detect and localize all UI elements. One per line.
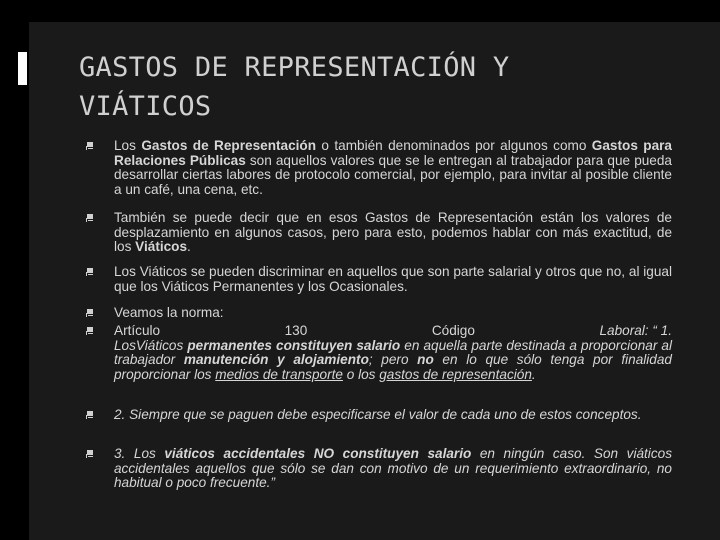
text: o también denominados por algunos como [316, 138, 592, 153]
bullet-item-articulo-130 [86, 324, 672, 382]
bold-term: manutención y alojamiento [183, 352, 369, 367]
slide-title-line2: VIÁTICOS [79, 91, 212, 122]
text: 2. Siempre que se paguen debe especificarse el valor de cada uno de estos conceptos. [114, 407, 642, 422]
law-reference-line [114, 324, 672, 339]
accent-bar [18, 52, 27, 85]
square-bullet-icon [87, 450, 93, 456]
text: son aquellos valores que se le entregan al trabajador para que pueda desarrollar ciertas labores de protocolo comercial, por ejemplo, para invitar al posible cliente a un café, una cena, etc. [114, 152, 672, 197]
square-bullet-icon [87, 327, 93, 333]
bullet-item-desplazamiento [86, 211, 672, 255]
text: Los [114, 337, 136, 353]
underlined-term: gastos de representación [379, 366, 532, 382]
bold-term: no [417, 352, 434, 367]
bullet-item-discriminar [86, 265, 672, 294]
slide-title [79, 48, 689, 126]
text: Código [431, 323, 475, 338]
bullet-item-gastos-representacion [86, 139, 672, 197]
bold-term: viáticos accidentales NO constituyen salario [164, 446, 472, 461]
text: También se puede decir que en esos Gastos de Representación están los valores de desplazamiento en algunos casos, pero para esto, podemos hablar con más exactitud, de los [114, 210, 672, 254]
square-bullet-icon [87, 411, 93, 417]
square-bullet-icon [87, 268, 93, 274]
text: Veamos la norma: [114, 305, 224, 320]
text: . [187, 239, 191, 254]
text: Laboral: “ 1. [599, 323, 672, 338]
bold-term: Viáticos [135, 239, 188, 254]
text: ; pero [368, 352, 418, 367]
text: Viáticos [135, 337, 188, 353]
text: en aquella parte destinada a proporcionar al trabajador [114, 337, 672, 367]
text: Artículo [114, 323, 161, 338]
underlined-term: medios de transporte [215, 366, 343, 382]
square-bullet-icon [87, 309, 93, 315]
bullet-item-especificar [86, 408, 672, 423]
bullet-item-norma [86, 306, 672, 321]
text: Los [114, 138, 142, 153]
slide-title-line1: GASTOS DE REPRESENTACIÓN Y [79, 52, 510, 83]
law-quote [114, 339, 672, 383]
text: o los [342, 366, 380, 382]
bold-term: Gastos para Relaciones Públicas [114, 138, 672, 168]
text: 130 [284, 323, 308, 338]
text: . [531, 366, 536, 382]
bullet-item-viaticos-accidentales [86, 447, 672, 491]
bold-term: Gastos de Representación [141, 138, 317, 153]
text: en ningún caso. Son viáticos accidentales aquellos que sólo se dan con motivo de un requerimiento extraordinario, no habitual o poco frecuente.” [114, 446, 672, 490]
text: en lo que sólo tenga por finalidad proporcionar los [114, 352, 672, 382]
bold-term: permanentes constituyen salario [187, 337, 401, 353]
text: Los Viáticos se pueden discriminar en aquellos que son parte salarial y otros que no, al igual que los Viáticos Permanentes y los Ocasionales. [114, 264, 672, 294]
text: 3. Los [114, 446, 165, 461]
square-bullet-icon [87, 214, 93, 220]
square-bullet-icon [87, 142, 93, 148]
